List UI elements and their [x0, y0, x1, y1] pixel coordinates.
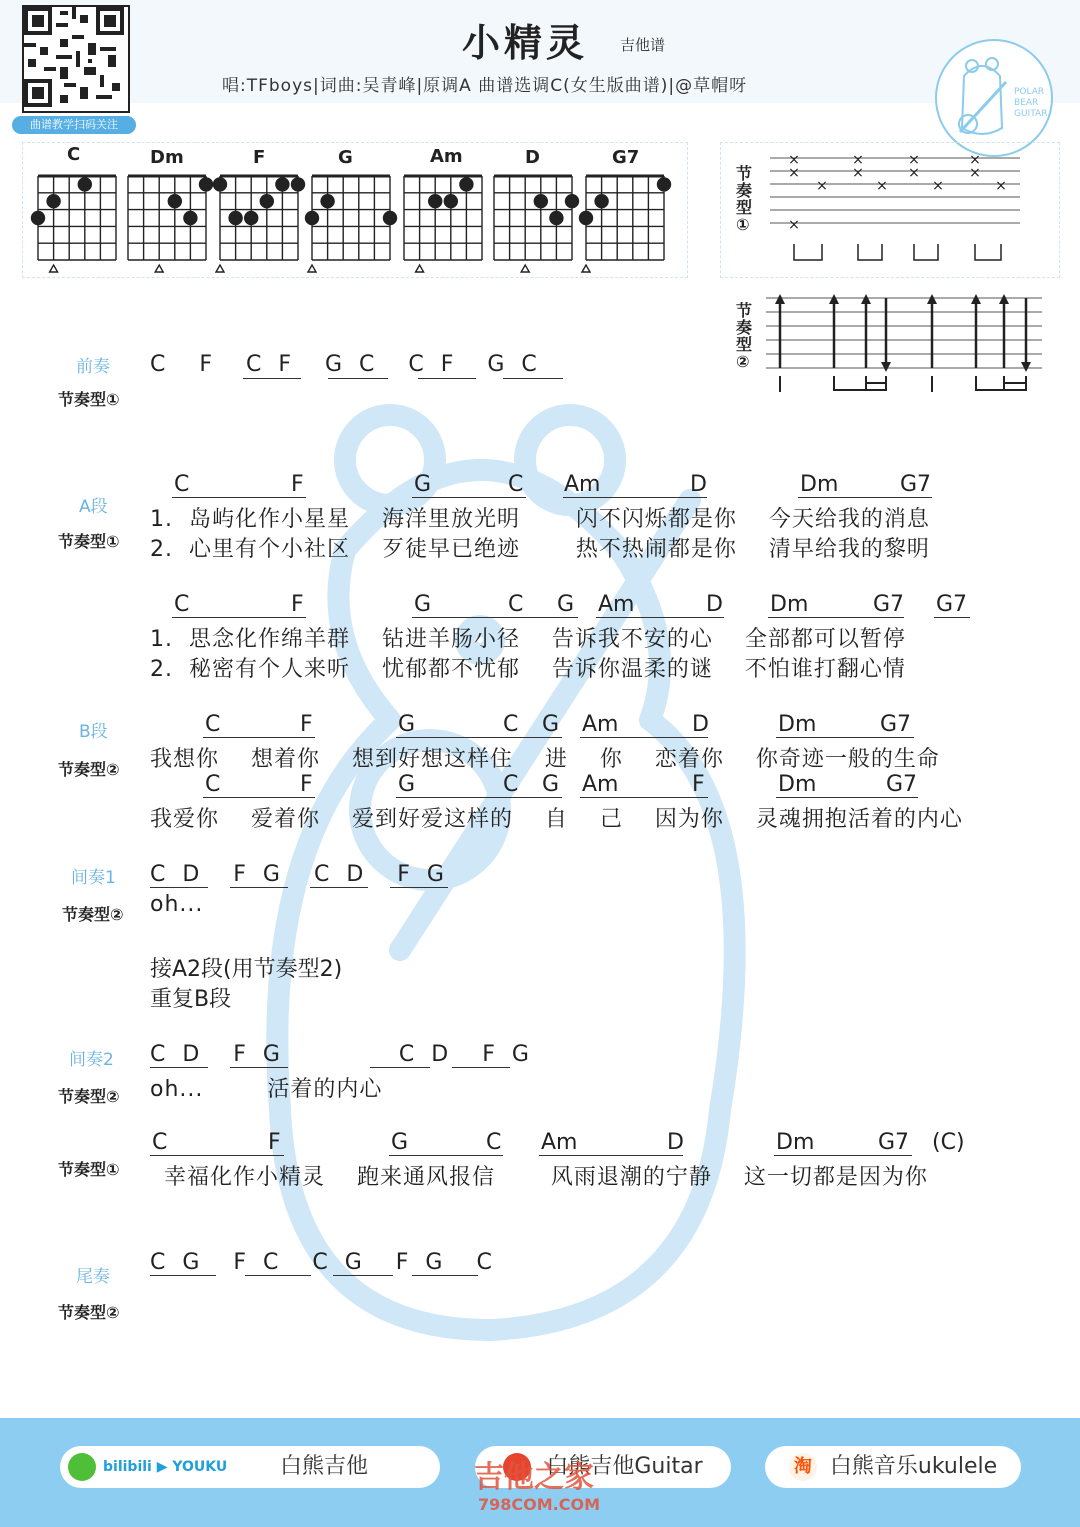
underline [150, 1275, 216, 1276]
finger-dot [276, 178, 289, 191]
chord: (C) [932, 1130, 965, 1155]
interlude2-lyric: oh... 活着的内心 [150, 1077, 383, 1102]
underline [370, 1067, 430, 1068]
svg-text:×: × [969, 152, 981, 168]
chord: C [508, 472, 524, 497]
chord: F [268, 1130, 281, 1155]
finger-dot [550, 212, 563, 225]
underline [503, 378, 563, 379]
song-credits: 唱:TFboys|词曲:吴青峰|原调A 曲谱选调C(女生版曲谱)|@草帽呀 [222, 76, 748, 96]
finger-dot [292, 178, 305, 191]
underline [243, 378, 301, 379]
finger-dot [566, 195, 579, 208]
finger-dot [429, 195, 442, 208]
social-pill-1[interactable] [60, 1446, 440, 1488]
pill-label-1: 白熊吉他 [280, 1454, 369, 1479]
root-string-marker [308, 265, 316, 272]
underline [396, 737, 562, 738]
finger-dot [229, 212, 242, 225]
chord: Am [582, 712, 619, 737]
chord: F [291, 472, 304, 497]
section-label-intro: 前奏 [76, 357, 110, 377]
chord: C [152, 1130, 168, 1155]
finger-dot [168, 195, 181, 208]
underline [150, 887, 208, 888]
chord: C [205, 712, 221, 737]
svg-text:×: × [852, 152, 864, 168]
finger-dot [460, 178, 473, 191]
chord: Dm [778, 772, 817, 797]
a-row2-lyric-2: 2. 秘密有个人来听 忧郁都不忧郁 告诉你温柔的谜 不怕谁打翻心情 [150, 657, 906, 682]
chord-name-g7: G7 [612, 147, 640, 168]
chord: G7 [878, 1130, 910, 1155]
a-row1-lyric-2: 2. 心里有个小社区 歹徒早已绝迹 热不热闹都是你 清早给我的黎明 [150, 537, 930, 562]
rhythm-label-b: 节奏型② [58, 760, 120, 779]
b-row1-lyric: 我想你 想着你 想到好想这样住 进 你 恋着你 你奇迹一般的生命 [150, 747, 940, 772]
chord: G7 [936, 592, 968, 617]
underline [396, 797, 562, 798]
finger-dot [534, 195, 547, 208]
root-string-marker [582, 265, 590, 272]
chord-name-g: G [338, 147, 353, 168]
underline [150, 1067, 208, 1068]
logo-text-3: GUITAR [1014, 109, 1048, 119]
chord: F [300, 712, 313, 737]
underline [172, 497, 306, 498]
chord: Am [541, 1130, 578, 1155]
chord-name-f: F [253, 147, 266, 168]
underline [596, 617, 724, 618]
chord: C [508, 592, 524, 617]
interlude2-chords: C D F G C D F G [150, 1042, 529, 1067]
finger-dot [306, 212, 319, 225]
underline [333, 1275, 393, 1276]
logo-text-1: POLAR [1014, 87, 1045, 97]
chord-name-d: D [525, 147, 540, 168]
svg-text:×: × [876, 178, 888, 194]
chord: C [174, 592, 190, 617]
rhythm-label-intro: 节奏型① [58, 390, 120, 409]
underline [418, 378, 476, 379]
chord: F [692, 772, 705, 797]
chord: G7 [900, 472, 932, 497]
page-subtitle: 吉他谱 [620, 36, 666, 54]
interlude1-lyric: oh... [150, 892, 204, 917]
underline [798, 497, 932, 498]
underline [245, 1275, 311, 1276]
root-string-marker [216, 265, 224, 272]
qr-caption: 曲谱教学扫码关注 [12, 116, 136, 134]
svg-text:×: × [908, 152, 920, 168]
underline [230, 1067, 288, 1068]
chord-name-dm: Dm [150, 147, 184, 168]
underline [774, 1155, 912, 1156]
section-label-a: A段 [79, 497, 108, 517]
finger-dot [444, 195, 457, 208]
finger-dot [321, 195, 334, 208]
chord: C [205, 772, 221, 797]
instruction-note-2: 重复B段 [150, 987, 232, 1012]
chord: Am [564, 472, 601, 497]
social-pill-3[interactable] [765, 1446, 1021, 1488]
chord: C [174, 472, 190, 497]
a-row1-lyric-1: 1. 岛屿化作小星星 海洋里放光明 闪不闪烁都是你 今天给我的消息 [150, 507, 930, 532]
root-string-marker [50, 265, 58, 272]
chord: C [503, 772, 519, 797]
rhythm-label-outro-verse: 节奏型① [58, 1160, 120, 1179]
finger-dot [32, 212, 45, 225]
finger-dot [260, 195, 273, 208]
chord: Dm [778, 712, 817, 737]
svg-text:×: × [908, 165, 920, 181]
finger-dot [580, 212, 593, 225]
finger-dot [184, 212, 197, 225]
chord: D [690, 472, 707, 497]
b-row2-lyric: 我爱你 爱着你 爱到好爱这样的 自 己 因为你 灵魂拥抱活着的内心 [150, 807, 963, 832]
chord: F [300, 772, 313, 797]
wechat-icon [68, 1453, 96, 1481]
chord: G7 [880, 712, 912, 737]
svg-text:×: × [788, 165, 800, 181]
root-string-marker [521, 265, 529, 272]
underline [203, 797, 315, 798]
underline [328, 378, 388, 379]
underline [412, 497, 526, 498]
chord-name-c: C [67, 144, 81, 165]
underline [230, 887, 288, 888]
chord: Am [582, 772, 619, 797]
chord: G7 [873, 592, 905, 617]
underline [768, 617, 904, 618]
finger-dot [658, 178, 671, 191]
platform-logos: bilibili ▶ YOUKU [103, 1459, 228, 1475]
finger-dot [47, 195, 60, 208]
outro-verse-lyric: 幸福化作小精灵 跑来通风报信 风雨退潮的宁静 这一切都是因为你 [164, 1165, 928, 1190]
underline [390, 887, 448, 888]
underline [580, 737, 708, 738]
chord: G [391, 1130, 409, 1155]
qr-code[interactable] [22, 5, 130, 113]
svg-text:×: × [788, 217, 800, 233]
finger-dot [200, 178, 213, 191]
chord: Dm [776, 1130, 815, 1155]
taobao-icon: 淘 [789, 1453, 817, 1481]
underline [203, 737, 315, 738]
root-string-marker [416, 265, 424, 272]
svg-text:×: × [995, 178, 1007, 194]
site-watermark-url: 798COM.COM [478, 1495, 601, 1514]
intro-chords: C F C F G C C F G C [150, 352, 537, 377]
underline [776, 797, 918, 798]
finger-dot [78, 178, 91, 191]
svg-text:×: × [969, 165, 981, 181]
chord: F [291, 592, 304, 617]
chord: Dm [800, 472, 839, 497]
svg-text:×: × [852, 165, 864, 181]
underline [452, 1067, 510, 1068]
chord: G [542, 772, 560, 797]
chord: G7 [886, 772, 918, 797]
chord: G [398, 712, 416, 737]
finger-dot [595, 195, 608, 208]
chord: G [414, 472, 432, 497]
chord: D [667, 1130, 684, 1155]
chord: D [692, 712, 709, 737]
chord: Am [598, 592, 635, 617]
underline [934, 617, 970, 618]
section-label-outro: 尾奏 [76, 1267, 110, 1287]
rhythm-label-a: 节奏型① [58, 532, 120, 551]
pill-label-3: 白熊音乐ukulele [829, 1454, 998, 1479]
chord-name-am: Am [430, 146, 463, 167]
svg-text:×: × [932, 178, 944, 194]
svg-text:×: × [788, 152, 800, 168]
root-string-marker [155, 265, 163, 272]
svg-text:×: × [816, 178, 828, 194]
rhythm-2-label: 节 奏 型 ② [736, 301, 753, 371]
outro-chords: C G F C C G F G C [150, 1250, 492, 1275]
chord: G [414, 592, 432, 617]
underline [150, 1155, 284, 1156]
chord: C [486, 1130, 502, 1155]
page-title: 小精灵 [462, 21, 589, 65]
site-watermark-text: 吉他之家 [474, 1460, 594, 1495]
a-row2-lyric-1: 1. 思念化作绵羊群 钻进羊肠小径 告诉我不安的心 全部都可以暂停 [150, 627, 906, 652]
underline [539, 1155, 683, 1156]
finger-dot [214, 178, 227, 191]
finger-dot [384, 212, 397, 225]
rhythm-label-interlude1: 节奏型② [62, 905, 124, 924]
underline [580, 797, 708, 798]
rhythm-1-staff [770, 150, 1030, 270]
underline [776, 737, 914, 738]
chord: D [706, 592, 723, 617]
chord: G [557, 592, 575, 617]
rhythm-label-outro: 节奏型② [58, 1303, 120, 1322]
underline [172, 617, 306, 618]
rhythm-1-label: 节 奏 型 ① [736, 164, 753, 234]
chord: Dm [770, 592, 809, 617]
rhythm-label-interlude2: 节奏型② [58, 1087, 120, 1106]
chord: G [398, 772, 416, 797]
interlude1-chords: C D F G C D F G [150, 862, 444, 887]
instruction-note-1: 接A2段(用节奏型2) [150, 957, 343, 982]
pill-label-2: 白熊吉他Guitar [546, 1454, 703, 1479]
underline [389, 1155, 503, 1156]
underline [563, 497, 707, 498]
chord: C [503, 712, 519, 737]
rhythm-2-staff [766, 292, 1046, 396]
finger-dot [245, 212, 258, 225]
chord: G [542, 712, 560, 737]
underline [412, 617, 578, 618]
chord-grids [22, 142, 686, 276]
underline [310, 887, 368, 888]
section-label-b: B段 [79, 722, 108, 742]
logo-text-2: BEAR [1014, 98, 1039, 108]
section-label-interlude1: 间奏1 [71, 868, 116, 888]
section-label-interlude2: 间奏2 [69, 1050, 114, 1070]
underline [412, 1275, 478, 1276]
